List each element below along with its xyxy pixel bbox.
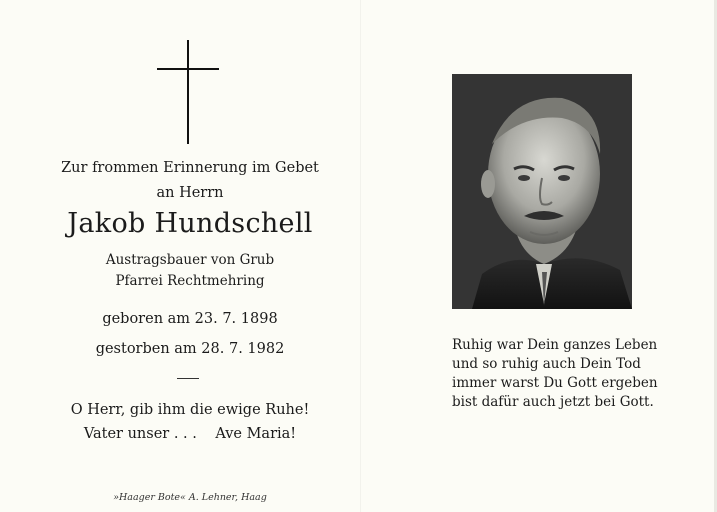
divider [177, 378, 199, 379]
poem-line: und so ruhig auch Dein Tod [452, 356, 641, 372]
death-date: gestorben am 28. 7. 1982 [95, 341, 285, 357]
poem [452, 336, 692, 412]
intro-line-2: an Herrn [156, 185, 224, 201]
birth-date: geboren am 23. 7. 1898 [102, 311, 278, 327]
poem-line: immer warst Du Gott ergeben [452, 375, 658, 391]
prayer-line-1: O Herr, gib ihm die ewige Ruhe! [70, 402, 310, 418]
portrait-photo [452, 74, 632, 309]
left-panel [40, 0, 340, 512]
occupation: Austragsbauer von Grub [105, 252, 275, 268]
deceased-name: Jakob Hundschell [67, 208, 313, 239]
parish: Pfarrei Rechtmehring [115, 273, 265, 289]
intro-line-1: Zur frommen Erinnerung im Gebet [61, 160, 319, 176]
cross-icon [157, 40, 219, 144]
portrait-illustration [452, 74, 632, 309]
prayer-line-2: Vater unser . . . Ave Maria! [83, 426, 297, 442]
card-fold [360, 0, 361, 512]
printer-imprint: »Haager Bote« A. Lehner, Haag [113, 492, 267, 503]
poem-line: bist dafür auch jetzt bei Gott. [452, 394, 654, 410]
poem-line: Ruhig war Dein ganzes Leben [452, 337, 658, 353]
